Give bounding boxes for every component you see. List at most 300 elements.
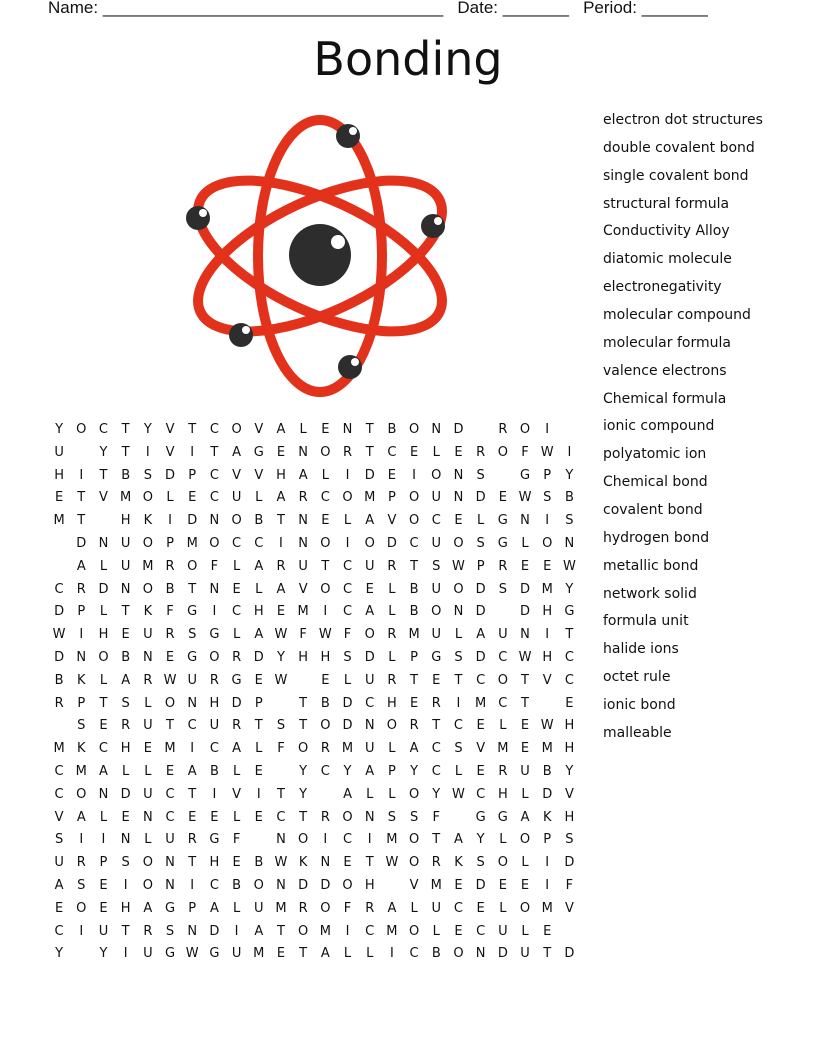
- grid-cell: D: [475, 877, 486, 893]
- grid-cell: L: [388, 649, 396, 665]
- grid-cell: L: [477, 513, 485, 529]
- grid-cell: O: [431, 467, 442, 483]
- grid-cell: G: [164, 900, 176, 916]
- grid-cell: I: [545, 877, 550, 893]
- grid-cell: B: [431, 946, 441, 962]
- grid-cell: L: [232, 763, 241, 779]
- grid-cell: S: [77, 718, 86, 734]
- grid-cell: D: [564, 946, 575, 962]
- grid-cell: E: [387, 467, 397, 483]
- grid-cell: W: [452, 786, 465, 802]
- grid-cell: I: [190, 741, 195, 757]
- grid-cell: N: [520, 627, 530, 643]
- grid-cell: W: [518, 490, 532, 506]
- grid-cell: E: [454, 444, 463, 460]
- grid-cell: N: [120, 581, 131, 597]
- grid-cell: [70, 944, 92, 967]
- grid-cell: B: [320, 695, 330, 711]
- grid-cell: U: [364, 558, 375, 574]
- grid-cell: L: [232, 900, 241, 916]
- word-list-item: valence electrons: [603, 362, 727, 379]
- grid-row: [48, 648, 581, 671]
- grid-cell: T: [121, 422, 130, 437]
- grid-cell: E: [276, 946, 286, 962]
- grid-cell: V: [254, 422, 264, 437]
- grid-cell: C: [209, 877, 219, 893]
- grid-cell: U: [520, 763, 530, 779]
- grid-cell: U: [431, 627, 442, 643]
- grid-cell: A: [121, 672, 131, 688]
- grid-cell: T: [276, 923, 285, 939]
- grid-cell: T: [121, 923, 130, 939]
- grid-cell: B: [165, 581, 175, 597]
- grid-cell: C: [232, 604, 242, 620]
- grid-cell: Y: [143, 422, 152, 437]
- grid-cell: W: [163, 672, 177, 688]
- grid-row: [48, 534, 581, 557]
- grid-cell: R: [121, 718, 131, 734]
- grid-cell: I: [79, 832, 84, 848]
- grid-cell: O: [298, 923, 309, 939]
- grid-row: [48, 785, 581, 808]
- grid-cell: B: [409, 581, 419, 597]
- grid-cell: T: [543, 946, 552, 962]
- grid-row: [48, 876, 581, 899]
- electron-highlight: [242, 326, 250, 334]
- grid-cell: O: [298, 741, 309, 757]
- grid-cell: I: [545, 627, 550, 643]
- grid-cell: U: [165, 832, 175, 848]
- grid-cell: L: [521, 786, 529, 802]
- grid-cell: E: [498, 490, 507, 506]
- grid-cell: Y: [276, 649, 285, 665]
- grid-cell: I: [323, 832, 328, 848]
- grid-cell: W: [185, 946, 199, 962]
- grid-cell: O: [142, 855, 153, 871]
- grid-cell: S: [121, 695, 130, 711]
- grid-cell: K: [143, 604, 153, 620]
- grid-cell: L: [255, 581, 263, 597]
- date-blank[interactable]: _______: [502, 0, 569, 17]
- grid-cell: K: [77, 672, 86, 688]
- grid-row: [48, 488, 581, 511]
- grid-cell: U: [520, 946, 530, 962]
- grid-cell: [536, 694, 558, 717]
- grid-cell: N: [364, 718, 375, 734]
- grid-cell: C: [365, 923, 375, 939]
- grid-cell: N: [165, 877, 175, 893]
- grid-cell: M: [53, 513, 65, 529]
- grid-cell: E: [476, 718, 485, 734]
- word-list-item: electronegativity: [603, 279, 722, 296]
- grid-cell: C: [276, 809, 286, 825]
- grid-cell: G: [519, 467, 531, 483]
- grid-cell: T: [254, 718, 263, 734]
- grid-cell: S: [565, 832, 574, 848]
- grid-cell: P: [387, 490, 396, 506]
- grid-cell: C: [564, 649, 574, 665]
- word-list-item: diatomic molecule: [603, 251, 732, 268]
- grid-cell: O: [76, 786, 87, 802]
- name-blank[interactable]: ____________________________________: [102, 0, 444, 17]
- grid-cell: E: [520, 718, 530, 734]
- grid-cell: E: [543, 923, 552, 939]
- grid-cell: C: [342, 604, 353, 620]
- grid-cell: E: [99, 718, 108, 734]
- grid-cell: D: [298, 877, 309, 893]
- grid-cell: E: [254, 809, 263, 825]
- grid-cell: V: [476, 741, 486, 757]
- grid-cell: I: [79, 923, 84, 939]
- grid-cell: E: [520, 558, 530, 574]
- grid-cell: B: [121, 649, 131, 665]
- grid-cell: W: [540, 718, 554, 734]
- grid-cell: L: [454, 627, 463, 643]
- grid-row: [48, 580, 581, 603]
- grid-cell: E: [454, 877, 463, 893]
- period-blank[interactable]: _______: [641, 0, 708, 17]
- grid-cell: C: [187, 718, 197, 734]
- grid-cell: E: [343, 855, 352, 871]
- grid-cell: N: [76, 649, 87, 665]
- grid-cell: [48, 716, 70, 739]
- grid-cell: T: [99, 695, 108, 711]
- grid-cell: C: [564, 672, 574, 688]
- grid-cell: L: [343, 672, 352, 688]
- grid-cell: M: [75, 763, 87, 779]
- grid-cell: F: [565, 877, 574, 893]
- grid-row: [48, 716, 581, 739]
- grid-cell: M: [386, 832, 398, 848]
- grid-cell: H: [120, 900, 131, 916]
- grid-cell: [470, 420, 492, 443]
- grid-cell: H: [253, 604, 264, 620]
- grid-cell: M: [319, 923, 331, 939]
- grid-cell: D: [209, 923, 220, 939]
- grid-cell: D: [120, 786, 131, 802]
- grid-cell: T: [432, 832, 441, 848]
- grid-cell: F: [432, 809, 441, 825]
- grid-row: [48, 944, 581, 967]
- grid-cell: K: [454, 855, 463, 871]
- grid-cell: L: [521, 923, 529, 939]
- grid-cell: T: [321, 558, 330, 574]
- date-label: Date:: [457, 0, 498, 17]
- grid-cell: L: [366, 946, 374, 962]
- grid-cell: T: [121, 444, 130, 460]
- grid-cell: H: [542, 604, 553, 620]
- grid-cell: I: [545, 513, 550, 529]
- grid-cell: O: [142, 877, 153, 893]
- grid-cell: R: [387, 672, 397, 688]
- grid-cell: G: [209, 627, 220, 643]
- grid-cell: [381, 876, 403, 899]
- grid-cell: O: [320, 718, 331, 734]
- grid-cell: P: [188, 467, 197, 483]
- grid-cell: S: [476, 535, 485, 551]
- grid-cell: I: [345, 535, 350, 551]
- grid-cell: E: [520, 741, 530, 757]
- grid-row: [48, 420, 581, 443]
- grid-cell: T: [365, 444, 374, 460]
- grid-cell: M: [297, 604, 309, 620]
- grid-cell: L: [366, 786, 374, 802]
- grid-cell: R: [143, 672, 153, 688]
- grid-cell: M: [164, 741, 176, 757]
- grid-row: [48, 808, 581, 831]
- grid-cell: E: [165, 649, 175, 665]
- grid-cell: N: [276, 832, 286, 848]
- grid-cell: D: [542, 786, 553, 802]
- name-label: Name:: [48, 0, 99, 17]
- grid-cell: O: [231, 422, 242, 437]
- grid-cell: O: [519, 422, 531, 437]
- grid-cell: C: [209, 741, 219, 757]
- grid-cell: D: [386, 535, 397, 551]
- grid-cell: D: [364, 467, 375, 483]
- grid-cell: N: [342, 422, 353, 437]
- grid-row: [48, 762, 581, 785]
- grid-cell: M: [186, 535, 198, 551]
- word-list-item: covalent bond: [603, 502, 703, 519]
- word-list-item: Chemical formula: [603, 390, 727, 407]
- grid-cell: A: [476, 627, 486, 643]
- grid-cell: V: [298, 581, 308, 597]
- grid-cell: O: [142, 535, 153, 551]
- grid-cell: R: [387, 558, 397, 574]
- grid-cell: H: [564, 718, 575, 734]
- grid-cell: L: [343, 513, 352, 529]
- grid-cell: O: [320, 581, 331, 597]
- grid-cell: O: [497, 444, 508, 460]
- grid-cell: F: [210, 558, 219, 574]
- grid-cell: N: [142, 809, 153, 825]
- grid-cell: E: [188, 809, 197, 825]
- grid-cell: E: [54, 490, 64, 506]
- grid-cell: E: [121, 809, 130, 825]
- grid-cell: H: [497, 786, 508, 802]
- grid-cell: E: [409, 695, 419, 711]
- grid-cell: L: [454, 763, 463, 779]
- grid-cell: V: [54, 809, 64, 825]
- grid-cell: L: [232, 558, 241, 574]
- word-list-item: single covalent bond: [603, 167, 749, 184]
- grid-cell: [492, 602, 514, 625]
- electron: [338, 355, 362, 379]
- grid-cell: N: [564, 535, 575, 551]
- grid-cell: L: [321, 467, 329, 483]
- grid-cell: L: [232, 809, 241, 825]
- grid-cell: S: [476, 855, 485, 871]
- grid-cell: D: [364, 649, 375, 665]
- grid-cell: P: [77, 604, 86, 620]
- grid-cell: U: [431, 900, 442, 916]
- electron-highlight: [434, 217, 442, 225]
- grid-cell: W: [52, 627, 66, 643]
- grid-cell: A: [209, 900, 219, 916]
- word-list-item: polyatomic ion: [603, 446, 707, 463]
- grid-cell: C: [431, 513, 441, 529]
- grid-cell: O: [408, 786, 420, 802]
- grid-cell: N: [276, 877, 286, 893]
- grid-cell: R: [476, 444, 486, 460]
- atom-icon: [186, 112, 454, 400]
- grid-cell: S: [565, 513, 574, 529]
- grid-cell: L: [144, 832, 152, 848]
- electron: [229, 323, 253, 347]
- electron-highlight: [199, 209, 207, 217]
- grid-cell: T: [365, 422, 374, 437]
- header: [48, 0, 708, 18]
- grid-cell: I: [123, 946, 128, 962]
- grid-cell: H: [387, 695, 397, 711]
- grid-cell: P: [254, 695, 263, 711]
- grid-cell: U: [431, 581, 442, 597]
- grid-cell: [314, 785, 336, 808]
- grid-cell: O: [209, 649, 220, 665]
- grid-cell: E: [498, 877, 507, 893]
- grid-cell: C: [98, 741, 108, 757]
- grid-cell: P: [543, 832, 552, 848]
- grid-cell: [292, 671, 314, 694]
- grid-cell: I: [389, 946, 394, 962]
- grid-cell: A: [520, 809, 530, 825]
- grid-cell: C: [409, 535, 419, 551]
- grid-cell: N: [520, 513, 530, 529]
- grid-cell: K: [77, 741, 86, 757]
- grid-cell: U: [54, 444, 64, 460]
- grid-cell: V: [165, 444, 175, 460]
- grid-cell: E: [54, 900, 64, 916]
- grid-cell: U: [98, 923, 109, 939]
- grid-cell: E: [454, 513, 463, 529]
- grid-cell: O: [342, 809, 353, 825]
- grid-cell: M: [475, 695, 487, 711]
- grid-cell: M: [386, 923, 398, 939]
- grid-cell: D: [520, 581, 531, 597]
- grid-cell: O: [76, 900, 87, 916]
- grid-cell: E: [476, 763, 485, 779]
- grid-cell: N: [453, 604, 464, 620]
- grid-cell: N: [142, 649, 153, 665]
- grid-cell: W: [518, 649, 532, 665]
- grid-cell: V: [542, 672, 552, 688]
- grid-cell: V: [99, 490, 108, 506]
- grid-cell: W: [452, 558, 465, 574]
- grid-cell: W: [385, 855, 399, 871]
- grid-cell: R: [143, 923, 153, 939]
- grid-cell: M: [341, 741, 354, 757]
- grid-cell: C: [342, 832, 353, 848]
- grid-cell: N: [431, 422, 442, 437]
- grid-cell: T: [210, 444, 219, 460]
- grid-cell: V: [254, 467, 264, 483]
- grid-cell: T: [77, 513, 86, 529]
- grid-cell: I: [345, 467, 350, 483]
- grid-cell: Y: [299, 786, 308, 802]
- grid-cell: W: [540, 444, 554, 460]
- grid-cell: O: [431, 604, 442, 620]
- grid-cell: W: [318, 627, 332, 643]
- grid-cell: G: [497, 513, 508, 529]
- grid-cell: O: [209, 535, 220, 551]
- grid-cell: V: [564, 786, 574, 802]
- grid-cell: O: [298, 832, 309, 848]
- grid-cell: I: [412, 467, 417, 483]
- grid-cell: V: [232, 467, 242, 483]
- word-list-item: metallic bond: [603, 557, 699, 574]
- grid-cell: I: [101, 832, 106, 848]
- grid-row: [48, 443, 581, 466]
- grid-cell: Y: [343, 763, 352, 779]
- word-list-item: ionic bond: [603, 697, 676, 714]
- grid-cell: G: [431, 649, 442, 665]
- grid-cell: G: [164, 946, 176, 962]
- grid-row: [48, 899, 581, 922]
- grid-cell: M: [53, 741, 65, 757]
- grid-cell: I: [123, 877, 128, 893]
- grid-cell: H: [542, 649, 553, 665]
- grid-cell: L: [388, 581, 396, 597]
- grid-cell: S: [409, 809, 419, 825]
- grid-cell: C: [254, 535, 264, 551]
- grid-cell: C: [54, 763, 64, 779]
- grid-cell: H: [564, 741, 575, 757]
- grid-cell: N: [120, 832, 131, 848]
- grid-cell: R: [76, 855, 86, 871]
- grid-cell: H: [276, 467, 286, 483]
- grid-cell: O: [519, 832, 531, 848]
- word-list-item: halide ions: [603, 641, 679, 658]
- grid-cell: O: [320, 535, 331, 551]
- grid-cell: I: [79, 467, 84, 483]
- grid-row: [48, 739, 581, 762]
- grid-cell: A: [54, 877, 64, 893]
- nucleus: [289, 224, 351, 286]
- grid-row: [48, 625, 581, 648]
- grid-cell: L: [299, 422, 307, 437]
- grid-cell: E: [276, 604, 286, 620]
- grid-cell: S: [121, 855, 130, 871]
- grid-cell: E: [454, 923, 463, 939]
- grid-cell: S: [387, 809, 397, 825]
- grid-cell: T: [299, 946, 308, 962]
- grid-cell: A: [387, 900, 397, 916]
- grid-cell: U: [431, 490, 442, 506]
- grid-cell: Y: [476, 832, 485, 848]
- grid-cell: C: [54, 923, 64, 939]
- grid-cell: D: [475, 581, 486, 597]
- grid-cell: U: [298, 558, 308, 574]
- grid-cell: T: [77, 490, 86, 506]
- grid-cell: C: [365, 695, 375, 711]
- grid-cell: A: [254, 923, 264, 939]
- grid-cell: N: [475, 946, 486, 962]
- grid-cell: C: [165, 786, 175, 802]
- grid-cell: P: [188, 900, 197, 916]
- grid-cell: U: [143, 627, 153, 643]
- grid-cell: M: [408, 627, 420, 643]
- grid-cell: E: [99, 877, 108, 893]
- grid-cell: T: [410, 672, 419, 688]
- grid-cell: L: [499, 832, 507, 848]
- grid-cell: F: [343, 627, 352, 643]
- grid-cell: T: [276, 513, 285, 529]
- grid-cell: N: [209, 513, 220, 529]
- grid-cell: C: [209, 490, 219, 506]
- grid-cell: D: [231, 695, 242, 711]
- grid-cell: S: [276, 718, 286, 734]
